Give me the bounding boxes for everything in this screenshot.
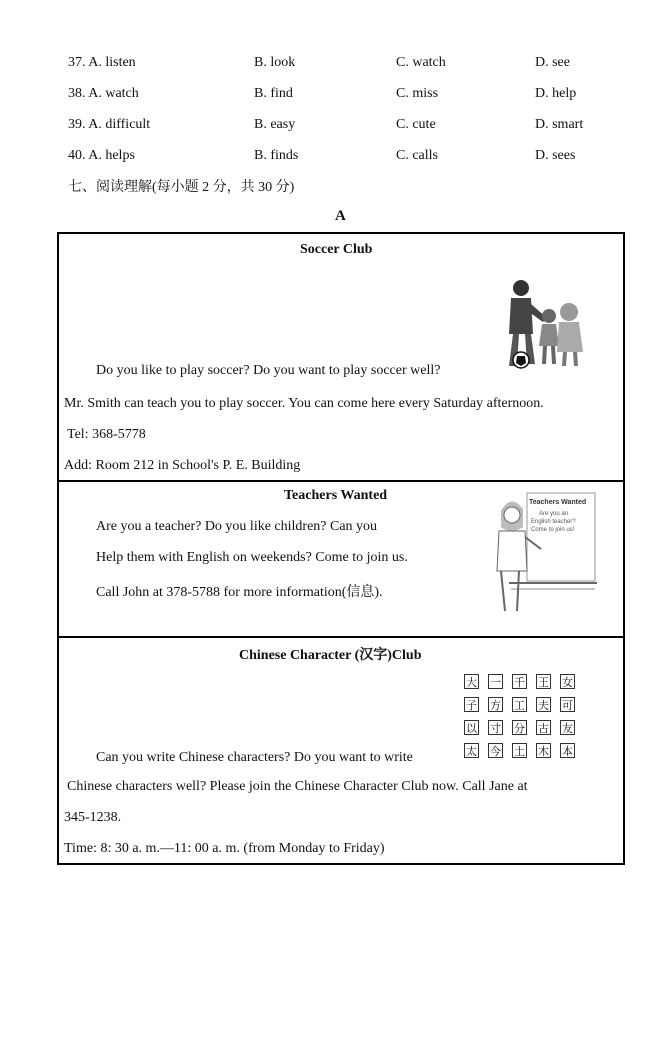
- chinese-line-1: Can you write Chinese characters? Do you want to write: [96, 750, 413, 765]
- teachers-wanted-box: [57, 480, 625, 638]
- soccer-illustration-icon: [495, 274, 587, 372]
- option-b: B. find: [254, 86, 293, 101]
- teachers-line-2: Help them with English on weekends? Come to join us.: [96, 550, 408, 565]
- part-letter: A: [335, 208, 346, 224]
- option-b: B. easy: [254, 117, 296, 132]
- char-cell: 夫: [538, 699, 549, 712]
- board-text-2: English teacher?: [531, 519, 576, 525]
- board-text-1: Are you an: [539, 511, 569, 517]
- option-c: C. cute: [396, 117, 436, 132]
- board-text-3: Come to join us!: [531, 527, 575, 533]
- soccer-address: Add: Room 212 in School's P. E. Building: [64, 458, 301, 473]
- char-cell: 女: [562, 676, 573, 689]
- char-cell: 千: [514, 676, 525, 689]
- char-cell: 寸: [490, 722, 501, 735]
- char-cell: 分: [514, 722, 525, 735]
- chinese-character-club-box: [57, 636, 625, 865]
- option-row-38: [0, 86, 671, 106]
- char-cell: 本: [562, 745, 573, 758]
- char-cell: 古: [538, 722, 549, 735]
- option-d: D. help: [535, 86, 577, 101]
- soccer-club-title: Soccer Club: [300, 242, 373, 257]
- char-cell: 一: [490, 676, 501, 689]
- teachers-line-1: Are you a teacher? Do you like children? Can you: [96, 519, 378, 534]
- option-row-40: [0, 148, 671, 168]
- char-cell: 以: [466, 722, 477, 735]
- teachers-wanted-title: Teachers Wanted: [284, 488, 388, 503]
- option-d: D. smart: [535, 117, 584, 132]
- section-title: 七、阅读理解(每小题 2 分，共 30 分): [68, 180, 295, 195]
- option-d: D. see: [535, 55, 570, 70]
- char-cell: 工: [514, 699, 525, 712]
- option-c: C. miss: [396, 86, 439, 101]
- char-cell: 方: [490, 699, 501, 712]
- option-b: B. finds: [254, 148, 299, 163]
- option-a: 39. A. difficult: [68, 117, 151, 132]
- soccer-line-2: Mr. Smith can teach you to play soccer. You can come here every Saturday afternoon.: [64, 396, 544, 411]
- soccer-tel: Tel: 368-5778: [67, 427, 146, 442]
- chinese-club-title: Chinese Character (汉字)Club: [239, 648, 422, 663]
- chinese-time: Time: 8: 30 a. m.—11: 00 a. m. (from Monday to Friday): [64, 841, 385, 856]
- char-cell: 友: [562, 722, 573, 735]
- board-title: Teachers Wanted: [529, 499, 587, 506]
- option-d: D. sees: [535, 148, 576, 163]
- option-c: C. watch: [396, 55, 446, 70]
- teacher-illustration-icon: [489, 491, 597, 613]
- char-cell: 大: [466, 676, 477, 689]
- soccer-line-1: Do you like to play soccer? Do you want to play soccer well?: [96, 363, 441, 378]
- teachers-line-3: Call John at 378-5788 for more information(信息).: [96, 585, 383, 600]
- option-a: 40. A. helps: [68, 148, 135, 163]
- char-cell: 王: [538, 676, 549, 689]
- char-cell: 可: [562, 699, 573, 712]
- option-a: 37. A. listen: [68, 55, 136, 70]
- option-row-37: [0, 55, 671, 75]
- option-b: B. look: [254, 55, 296, 70]
- option-c: C. calls: [396, 148, 438, 163]
- option-row-39: [0, 117, 671, 137]
- chinese-line-3: 345-1238.: [64, 810, 122, 825]
- char-cell: 子: [466, 699, 477, 712]
- option-a: 38. A. watch: [68, 86, 139, 101]
- char-cell: 今: [490, 745, 501, 758]
- char-cell: 土: [514, 745, 525, 758]
- char-cell: 太: [466, 745, 477, 758]
- soccer-club-box: [57, 232, 625, 482]
- chinese-line-2: Chinese characters well? Please join the Chinese Character Club now. Call Jane at: [67, 779, 528, 794]
- char-cell: 木: [538, 745, 549, 758]
